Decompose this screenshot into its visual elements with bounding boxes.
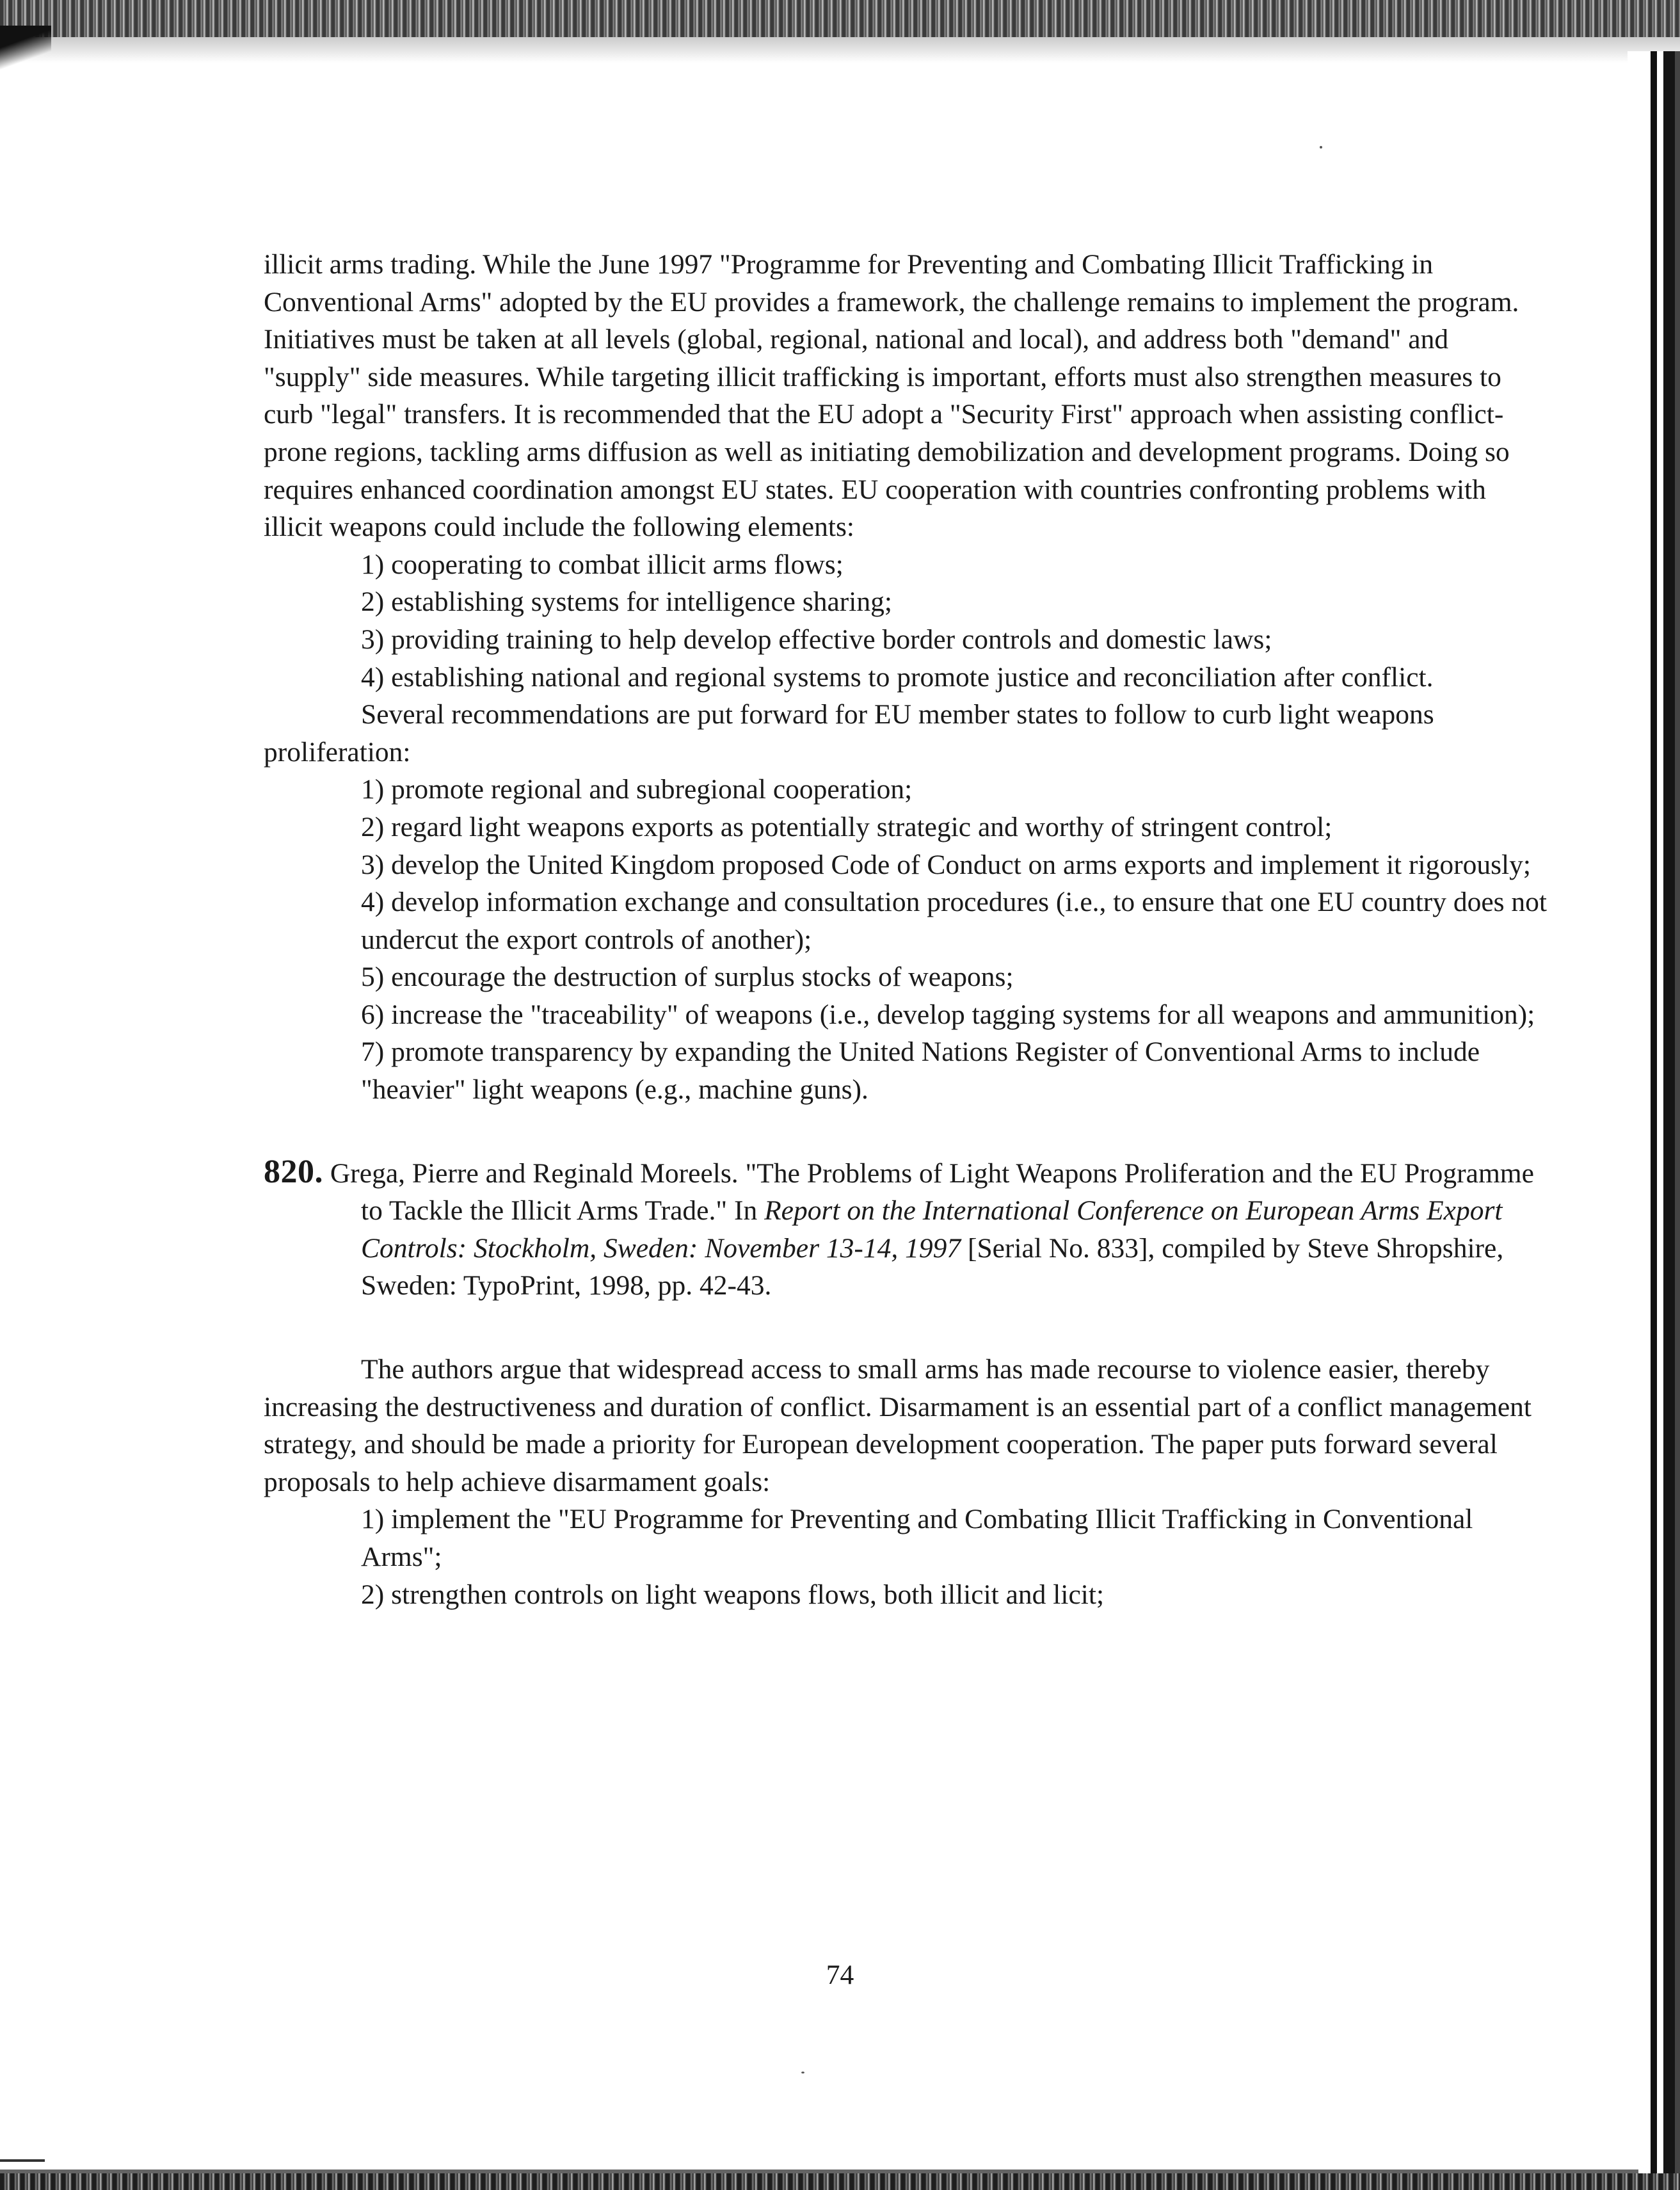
list-item: 1) implement the "EU Programme for Preventing and Combating Illicit Trafficking in Conventional Arms"; xyxy=(361,1504,1473,1572)
scan-speck xyxy=(801,2072,804,2073)
list-item: 4) establishing national and regional systems to promote justice and reconciliation after conflict. xyxy=(361,661,1434,693)
scan-bar xyxy=(1651,51,1657,2190)
list-item: 1) promote regional and subregional cooperation; xyxy=(361,774,913,805)
scan-edge-top xyxy=(0,0,1680,37)
scan-edge-right xyxy=(1628,51,1680,2190)
document-page xyxy=(264,246,1549,1613)
citation-tail: [Serial No. 833], compiled by Steve Shropshire, Sweden: TypoPrint, 1998, pp. 42-43. xyxy=(361,1232,1504,1301)
scan-mark xyxy=(0,2159,45,2162)
list-item: 1) cooperating to combat illicit arms flows; xyxy=(361,549,844,580)
intro-section xyxy=(264,246,1549,1109)
page-number: 74 xyxy=(826,1960,854,1990)
citation-source: Report on the International Conference on European Arms Export Controls: Stockholm, Sweden: November 13-14, 1997 xyxy=(361,1195,1503,1264)
intro-paragraph: illicit arms trading. While the June 1997 "Programme for Preventing and Combating Illicit Trafficking in Conventional Arms" adopted by the EU provides a framework, the challenge remains to implement the program. Initiatives must be taken at all levels (global, regional, national and local), and address both "demand" and "supply" side measures. While targeting illicit trafficking is important, efforts must also strengthen measures to curb "legal" transfers. It is recommended that the EU adopt a "Security First" approach when assisting conflict-prone regions, tackling arms diffusion as well as initiating demobilization and development programs. Doing so requires enhanced coordination amongst EU states. EU cooperation with countries confronting problems with illicit weapons could include the following elements: xyxy=(264,249,1519,543)
citation-lead: Grega, Pierre and Reginald Moreels. "The Problems of Light Weapons Proliferation and the EU Programme to Tackle the Illicit Arms Trade." In xyxy=(330,1157,1534,1227)
scan-speck xyxy=(1320,146,1322,149)
entry-number: 820. xyxy=(264,1153,323,1190)
list-item: 6) increase the "traceability" of weapons (i.e., develop tagging systems for all weapons and ammunition); xyxy=(361,999,1535,1030)
recommendations-list xyxy=(264,771,1549,1108)
scan-bar xyxy=(1663,51,1675,2190)
list-item: 5) encourage the destruction of surplus stocks of weapons; xyxy=(361,962,1014,993)
entry-abstract: The authors argue that widespread access to small arms has made recourse to violence easier, thereby increasing the destructiveness and duration of conflict. Disarmament is an essential part of a conflict management strategy, and should be made a priority for European development cooperation. The paper puts forward several proposals to help achieve disarmament goals: xyxy=(264,1354,1532,1497)
list-item: 2) regard light weapons exports as potentially strategic and worthy of stringent control; xyxy=(361,811,1332,842)
list-item: 7) promote transparency by expanding the United Nations Register of Conventional Arms to include "heavier" light weapons (e.g., machine guns). xyxy=(361,1036,1480,1106)
elements-list xyxy=(264,546,1549,696)
entry-citation xyxy=(264,1154,1549,1305)
scan-corner-top-left xyxy=(0,26,51,70)
list-item: 2) establishing systems for intelligence sharing; xyxy=(361,586,892,618)
list-item: 4) develop information exchange and consultation procedures (i.e., to ensure that one EU country does not undercut the export controls of another); xyxy=(361,887,1548,955)
proposals-list xyxy=(264,1501,1549,1613)
list-item: 2) strengthen controls on light weapons flows, both illicit and licit; xyxy=(361,1579,1105,1610)
scan-shadow-top xyxy=(0,37,1680,63)
scan-bar xyxy=(1675,51,1680,2190)
list-item: 3) providing training to help develop effective border controls and domestic laws; xyxy=(361,624,1272,655)
bibliography-entry xyxy=(264,1154,1549,1614)
scan-edge-bottom xyxy=(0,2173,1680,2190)
list-item: 3) develop the United Kingdom proposed Code of Conduct on arms exports and implement it rigorously; xyxy=(361,849,1531,880)
recommendations-intro: Several recommendations are put forward for EU member states to follow to curb light weapons proliferation: xyxy=(264,699,1434,768)
